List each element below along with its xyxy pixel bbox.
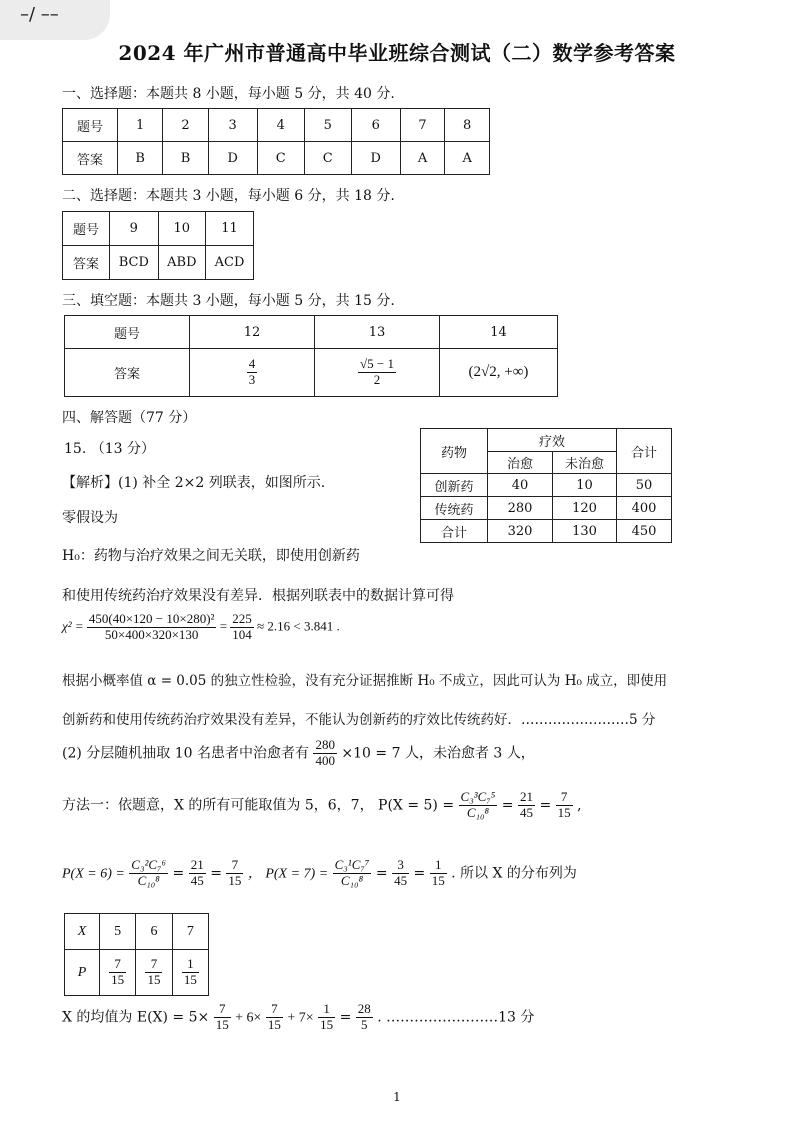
dist-prob: $\frac{7}{15}$	[100, 950, 136, 996]
cell-value: 40	[488, 474, 553, 497]
row-label: 答案	[63, 142, 118, 175]
solution-line: 创新药和使用传统药治疗效果没有差异，不能认为创新药的疗效比传统药好．……………………5 分	[62, 712, 656, 728]
answer-cell: D	[208, 142, 257, 175]
dist-header: X	[65, 914, 100, 950]
row-name: 传统药	[421, 497, 488, 520]
row-label: 答案	[63, 246, 110, 280]
dist-header: 6	[136, 914, 172, 950]
answer-cell	[190, 349, 315, 397]
q-number: 9	[110, 212, 159, 246]
solution-line: (2) 分层随机抽取 10 名患者中治愈者有 $\frac{280}{400}$ ×10 = 7 人，未治愈者 3 人，	[62, 737, 535, 768]
dist-p-label: P	[65, 950, 100, 996]
answer-cell: (2√2, +∞)	[440, 349, 558, 397]
section2-table	[62, 211, 254, 280]
answer-cell: ABD	[158, 246, 205, 280]
q-number: 11	[206, 212, 254, 246]
solution-line: 零假设为	[62, 510, 118, 526]
row-label: 题号	[65, 316, 190, 349]
q-number: 2	[163, 109, 208, 142]
dist-header: 5	[100, 914, 136, 950]
q-number: 8	[445, 109, 490, 142]
answer-cell	[315, 349, 440, 397]
dist-header: 7	[172, 914, 208, 950]
answer-cell: C	[304, 142, 351, 175]
answer-cell: C	[257, 142, 304, 175]
row-name: 创新药	[421, 474, 488, 497]
header-total: 合计	[617, 429, 672, 474]
q-number: 7	[400, 109, 445, 142]
q-number: 6	[351, 109, 400, 142]
section3-table	[64, 315, 558, 397]
cell-value: 10	[553, 474, 617, 497]
page-number: 1	[393, 1090, 401, 1104]
answer-cell: BCD	[110, 246, 159, 280]
method1-line: 方法一：依题意，X 的所有可能取值为 5，6，7， P(X = 5) = $\frac{\text{C₃³C₇⁵}}{\text{C₁₀⁸}}$ = $\frac{21}{45}$ = $\frac{7}{15}$ ,	[62, 789, 582, 820]
section1-table	[62, 108, 490, 175]
answer-cell: D	[351, 142, 400, 175]
solution-line: H₀：药物与治疗效果之间无关联，即使用创新药	[62, 548, 360, 564]
cell-value: 120	[553, 497, 617, 520]
probability-line: P(X = 6) = $\frac{\text{C₃²C₇⁶}}{\text{C₁₀⁸}}$ = $\frac{21}{45}$ = $\frac{7}{15}$ ， P(X = 7) = $\frac{\text{C₃¹C₇⁷}}{\text{C₁₀⁸}}$ = $\frac{3}{45}$ = $\frac{1}{15}$ . 所以 X 的分布列为	[62, 857, 577, 888]
row-label: 答案	[65, 349, 190, 397]
page-title: 2024 年广州市普通高中毕业班综合测试（二）数学参考答案	[118, 41, 676, 65]
header-drug: 药物	[421, 429, 488, 474]
answer-cell: A	[445, 142, 490, 175]
section4-heading: 四、解答题（77 分）	[62, 410, 197, 426]
row-name: 合计	[421, 520, 488, 543]
header-effect: 疗效	[488, 429, 617, 452]
contingency-table	[420, 428, 672, 543]
header-notcured: 未治愈	[553, 452, 617, 474]
q-number: 5	[304, 109, 351, 142]
cell-value: 450	[617, 520, 672, 543]
answer-cell: A	[400, 142, 445, 175]
q-number: 12	[190, 316, 315, 349]
corner-mark: –/ ––	[0, 0, 110, 40]
q-number: 1	[118, 109, 163, 142]
section2-heading: 二、选择题：本题共 3 小题，每小题 6 分，共 18 分.	[62, 188, 395, 204]
solution-line: 根据小概率值 α = 0.05 的独立性检验，没有充分证据推断 H₀ 不成立，因此可认为 H₀ 成立，即使用	[62, 673, 668, 689]
solution-line: 和使用传统药治疗效果没有差异．根据列联表中的数据计算可得	[62, 588, 454, 604]
q-number: 10	[158, 212, 205, 246]
row-label: 题号	[63, 109, 118, 142]
cell-value: 50	[617, 474, 672, 497]
section3-heading: 三、填空题：本题共 3 小题，每小题 5 分，共 15 分.	[62, 293, 395, 309]
answer-cell: B	[118, 142, 163, 175]
cell-value: 130	[553, 520, 617, 543]
q-number: 13	[315, 316, 440, 349]
answer-cell: B	[163, 142, 208, 175]
distribution-table	[64, 913, 209, 996]
dist-prob: $\frac{1}{15}$	[172, 950, 208, 996]
cell-value: 400	[617, 497, 672, 520]
dist-prob: $\frac{7}{15}$	[136, 950, 172, 996]
answer-cell: ACD	[206, 246, 254, 280]
cell-value: 320	[488, 520, 553, 543]
section1-heading: 一、选择题：本题共 8 小题，每小题 5 分，共 40 分.	[62, 86, 395, 102]
header-cured: 治愈	[488, 452, 553, 474]
solution-line: 【解析】(1) 补全 2×2 列联表，如图所示.	[62, 475, 326, 491]
cell-value: 280	[488, 497, 553, 520]
row-label: 题号	[63, 212, 110, 246]
question-15-label: 15. （13 分）	[64, 441, 155, 457]
chi-square-formula: χ² = $\frac{\text{450(40×120 − 10×280)²}}{50\times 400\times 320\times 130}$ = $\frac{225}{104}$ ≈ 2.16 < 3.841 .	[62, 611, 340, 642]
expectation-line: X 的均值为 E(X) = 5× $\frac{7}{15}$ + 6× $\frac{7}{15}$ + 7× $\frac{1}{15}$ = $\frac{28}{5}$ . ……………………13 分	[62, 1001, 535, 1032]
q-number: 14	[440, 316, 558, 349]
q-number: 3	[208, 109, 257, 142]
q-number: 4	[257, 109, 304, 142]
fraction: $\frac{√5 - 1}{2}$	[360, 356, 394, 387]
fraction: $\frac{4}{3}$	[248, 356, 256, 387]
